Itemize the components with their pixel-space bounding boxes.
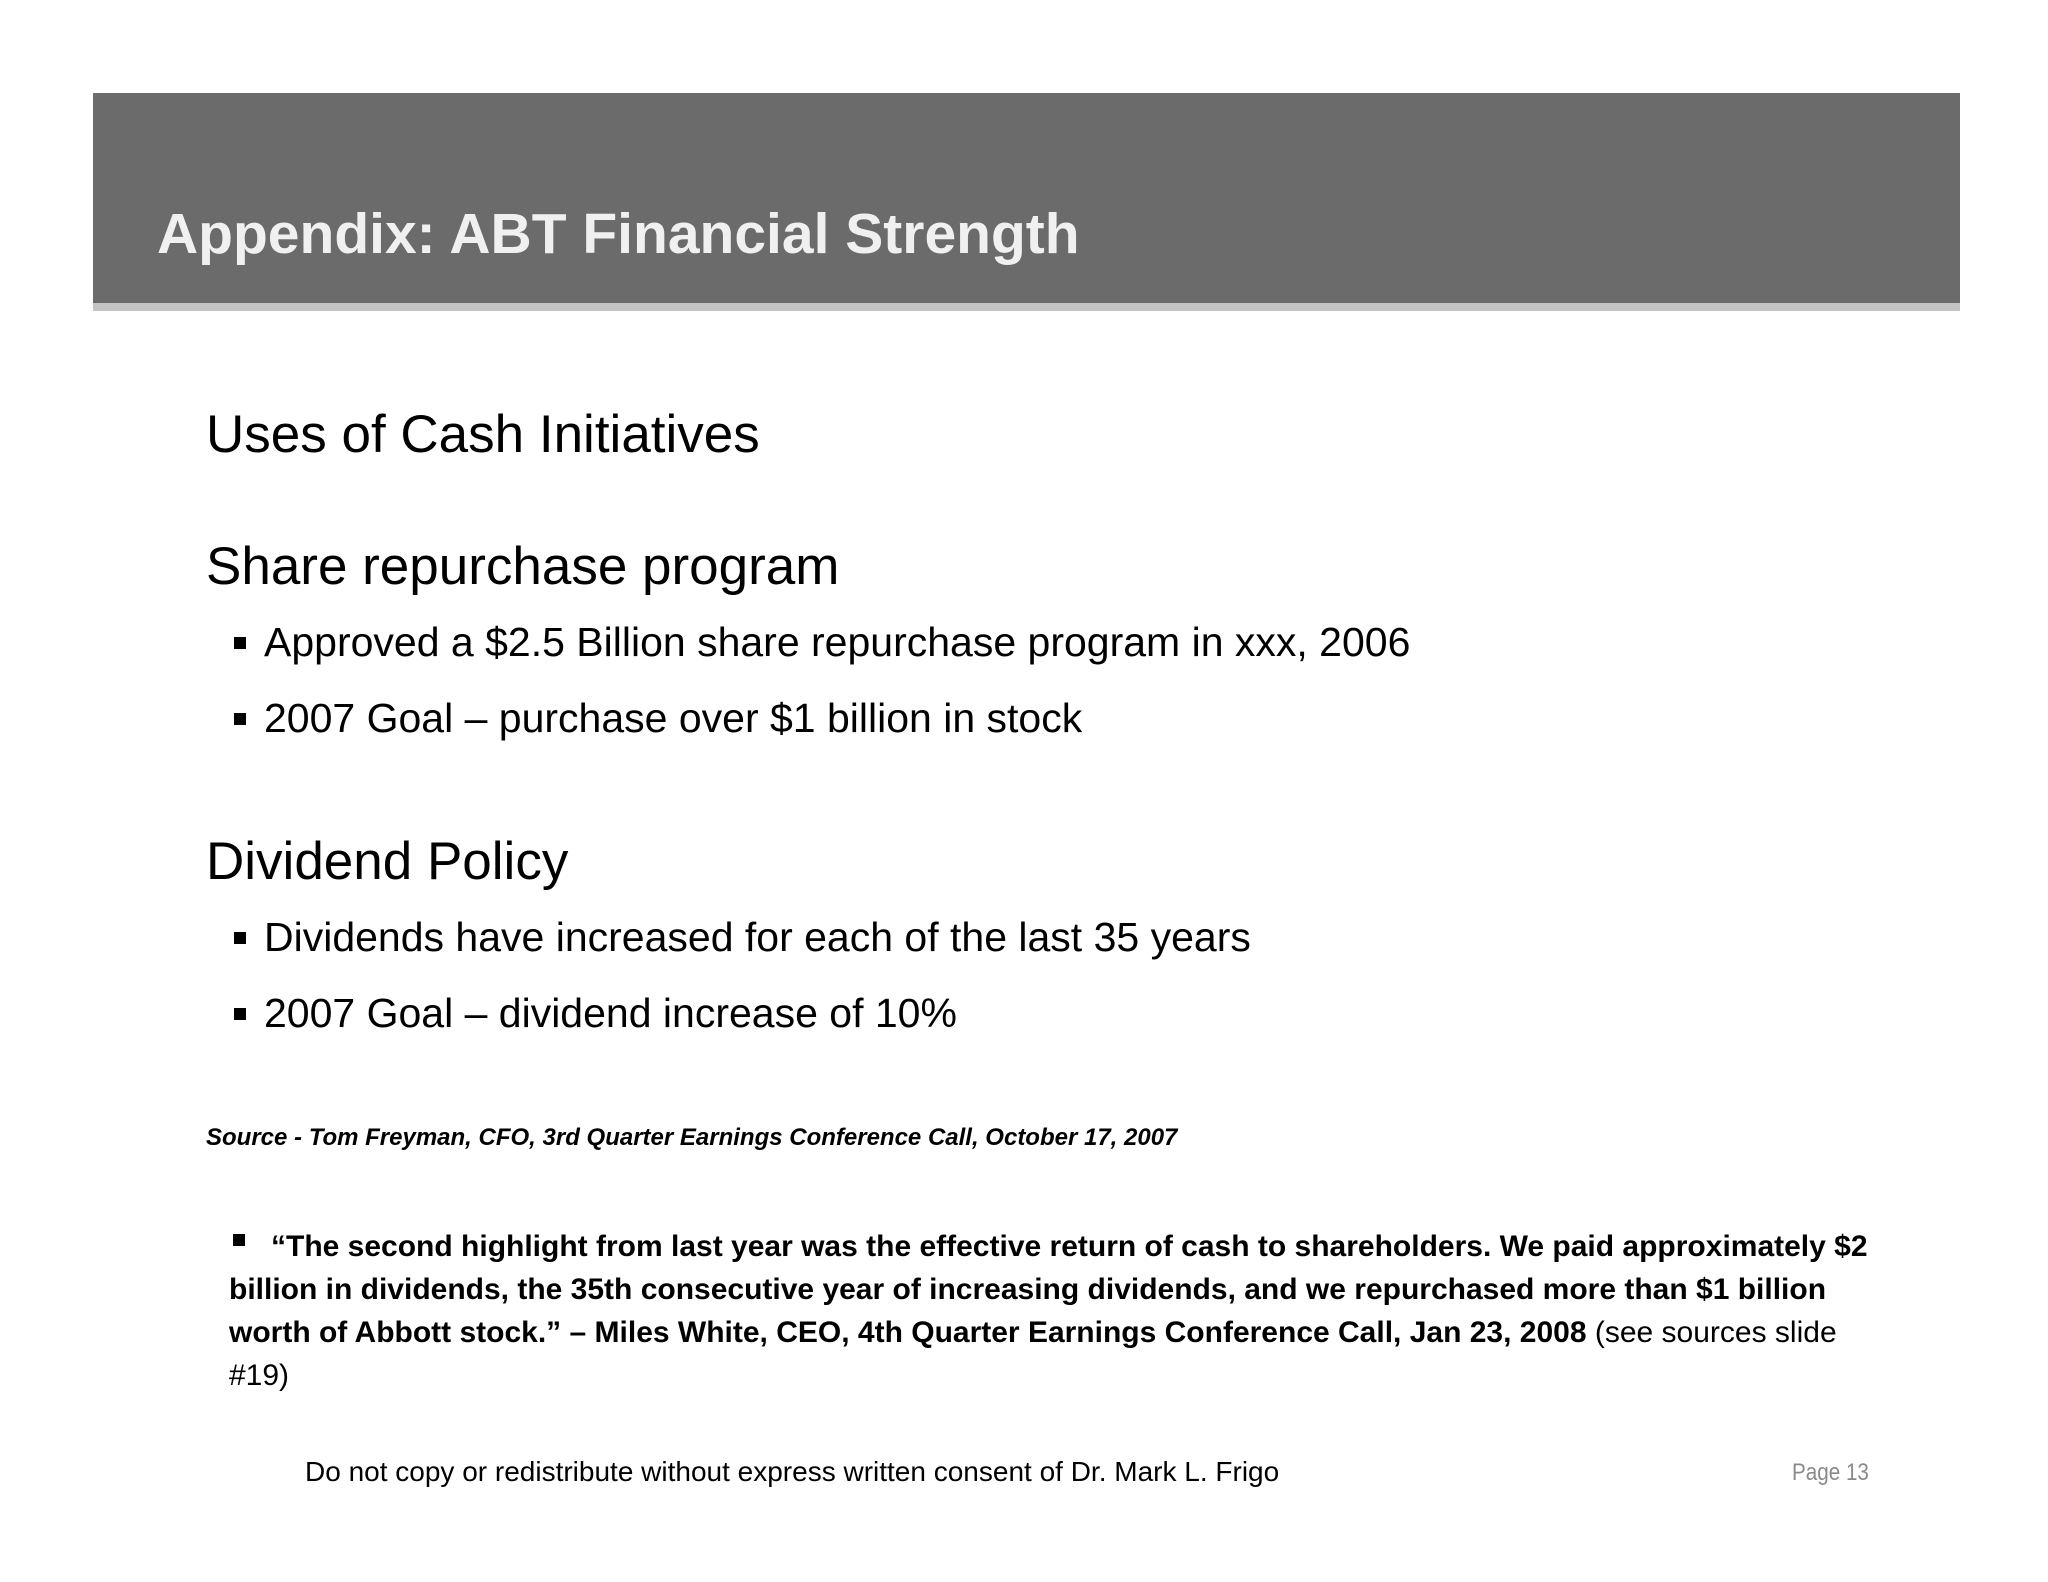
heading-uses-of-cash: Uses of Cash Initiatives (206, 405, 760, 464)
source-citation: Source - Tom Freyman, CFO, 3rd Quarter Earnings Conference Call, October 17, 2007 (206, 1124, 1178, 1151)
heading-dividend-policy: Dividend Policy (206, 832, 569, 891)
list-item (232, 989, 1251, 1038)
bullet-text: 2007 Goal – purchase over $1 billion in stock (264, 695, 1083, 742)
square-bullet-icon (234, 713, 246, 725)
heading-share-repurchase: Share repurchase program (206, 537, 840, 596)
list-item (232, 618, 1410, 667)
dividend-policy-list (232, 913, 1251, 1065)
square-bullet-icon (234, 1008, 246, 1020)
square-bullet-icon (233, 1234, 245, 1246)
slide-title: Appendix: ABT Financial Strength (157, 202, 1080, 266)
header-bar (93, 93, 1960, 303)
bullet-text: Approved a $2.5 Billion share repurchase program in xxx, 2006 (264, 619, 1411, 665)
bullet-text: 2007 Goal – dividend increase of 10% (264, 990, 957, 1037)
quote-reference: (see sources slide #19) (229, 1316, 1837, 1392)
list-item (232, 694, 1410, 743)
list-item (232, 913, 1251, 962)
copyright-notice: Do not copy or redistribute without express written consent of Dr. Mark L. Frigo (305, 1456, 1280, 1487)
square-bullet-icon (234, 932, 246, 944)
page-number: Page 13 (1792, 1459, 1869, 1486)
share-repurchase-list (232, 618, 1410, 770)
quote-text: “The second highlight from last year was the effective return of cash to shareholders. We paid approximately $2 billion in dividends, the 35th consecutive year of increasing dividends, and we repurchased more than $1 billion worth of Abbott stock.” – Miles White, CEO, 4th Quarter Earnings Conference Call, Jan 23, 2008 (229, 1230, 1868, 1349)
square-bullet-icon (234, 637, 246, 649)
quote-block (229, 1225, 1869, 1397)
bullet-text: Dividends have increased for each of the last 35 years (264, 914, 1251, 960)
header-underline (93, 303, 1960, 311)
